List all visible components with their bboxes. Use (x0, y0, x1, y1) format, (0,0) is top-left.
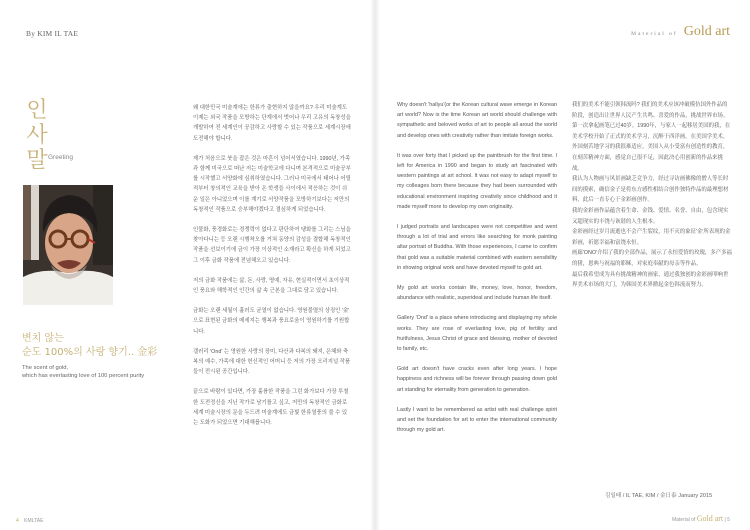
paragraph: 금화는 오랜 세월이 흘러도 균열이 없습니다. 영원불멸의 상징인 '金' 으로 표현된 금화의 메세지는 행복과 풍요로움이 영원하기를 기원합니다. (193, 308, 350, 335)
page-number: 5 (727, 517, 730, 523)
paragraph: It was over forty that I picked up the paintbrush for the first time. I left for America in 1990 and began to study art fascinated with western paintings at art school. It was not easy to adapt myself to my colleages born there because they had been surrounded with educational environment inspiring creativity since childhood and it made myself more to develop my own originality. (397, 152, 557, 210)
folio-title: Gold art (696, 514, 724, 523)
tagline-line: 변치 않는 (22, 333, 64, 344)
paragraph: 我的金彩画作品蕴含着生命、金钱、爱情、名誉、自由，包含现实又超现实的丰饶与诙谐的人生根本。 (572, 207, 729, 225)
magazine-header (631, 24, 730, 40)
paragraph: 제가 처음으로 붓을 잡은 것은 마흔이 넘어서였습니다. 1990년, 가족과 함께 미국으로 떠난 저는 미술학교에 다니며 본격적으로 미술공부를 시작했고 서양화에 심취하였습니다. 그러나 미국에서 태어나 어릴적부터 창의적인 교육을 받아 온 학생들 사이에서 적응하는 것이 쉬운 일은 아니었으며 이를 계기로 서양작품을 모방하기보다는 저만의 독창적인 작품으로 승부해야겠다고 결심하게 되었습니다. (193, 155, 351, 213)
folio-label: KMLTAE (24, 518, 44, 524)
byline: By KIM IL TAE (26, 29, 79, 38)
paragraph: 金彩画经过岁月流逝也不会产生裂纹，用不灭的象征'金'所表现的金彩画，祈愿幸福和富饶永恒。 (572, 229, 731, 246)
paragraph: 我认为人物画与风景画缺乏竞争力，经过寻访画佛像的僧人等长时间的摸索，确信金子是将东方感性相结合创作独特作品的最理想材料，此后一直专心于金彩画创作。 (572, 176, 729, 204)
paragraph: 저의 금화 작품에는 삶, 돈, 사랑, 명예, 자유, 현실적이면서 초이상적인 풍요와 해학적인 인간의 삶 속 근본을 그대로 담고 있습니다. (193, 277, 350, 295)
title-char: 사 (26, 123, 48, 148)
paragraph: Gold art doesn't have cracks even after long years. I hope happiness and richness will be forever through passing down gold art standing for eternality from generation to generation. (397, 366, 557, 393)
folio-separator: | (724, 517, 726, 523)
paragraph: 第一次拿起画笔已过40岁。1990年，与家人一起移居美国的我，在美术学校开始了正式的美术学习，沉醉于西洋画。在美国学美术，外国刻苦地学习的我很难适应，美国人从小受富有创造性的教育，在刻苦精神方面，感觉自己很不足，因此决心用创新的作品来挑战。 (572, 123, 731, 172)
page-number: 4 (16, 518, 19, 524)
header-small-text: Material of (631, 31, 678, 37)
author-signature: 김일태 / IL TAE, KIM / 金日泰 January 2015 (605, 493, 713, 499)
tagline-line: 순도 100%의 사랑 향기.. 金彩 (22, 347, 158, 358)
page-title-english: Greeting (48, 154, 73, 161)
paragraph: 왜 대한민국 미술계에는 한류가 출현하지 않을까요? 우리 미술계도 이제는 외국 작품을 모방하는 단계에서 벗어나 우리 고유의 독창성을 개발하여 전 세계인이 공감하고 사랑할 수 있는 작품으로 세계시장에 도전해야 합니다. (193, 105, 351, 142)
paragraph: 갤러리 'Ond' 는 영원한 사랑의 장미, 다산과 다복의 돼지, 은혜와 축복의 예수, 가족에 대한 헌신적인 어머니 등 저의 가장 오리지널 작품들이 전시된 공간입니다. (193, 348, 351, 376)
paragraph: 끝으로 바람이 있다면, 가장 훌륭한 작품을 그린 화가보다 가장 투철한 도전정신을 지닌 작가로 남기를고 싶고, 저만의 독창적인 금화로 세계 미술시장의 문을 두드려 미술계에도 금빛 한류열풍의 불 수 있는 도화가 되었으면 기대해봅니다. (193, 389, 349, 427)
title-char: 인 (26, 98, 48, 123)
paragraph: My gold art works contain life, money, love, honor, freedom, abundance with realistic, superideal and include human life itself. (397, 285, 557, 302)
title-char: 말 (26, 148, 48, 173)
paragraph: Lastly I want to be remembered as artist with real challenge spirit and set the foundation for art to enter the international community through my gold art. (397, 406, 557, 434)
folio-label: Material of (671, 517, 696, 523)
paragraph: 我们的美术不能引领韩流吗? 我们的美术应该冲破模仿国外作品的阶段，创造出让世界人民产生共鸣、喜爱的作品，挑战世界市场。 (572, 102, 729, 119)
tagline-line: The scent of gold, (22, 365, 69, 371)
paragraph: Gallery 'Ond' is a place where introducing and displaying my whole works. They are rose of everlasting love, pig of fertility and fruitfulness, Jesus Christ of grace and blessing, mother of devoted to family, etc. (397, 315, 557, 353)
page-folio-right (672, 514, 730, 523)
paragraph: 最后我希望成为具有挑战精神的画家，通过我独创的金彩画叩响世界美术市场的大门，为韩国美术界掀起金色韩流而努力。 (572, 271, 729, 289)
paragraph: I judged portraits and landscapes were not competitive and went through a lot of trial and errors like searching for monk painting altar portrait of Buddha. With those experiences, I came to confirm that gold was a suitable material combined with eastern sensibility in showing original work and have devoted myself to gold art. (397, 224, 557, 271)
paragraph: 인물화, 풍경화로는 경쟁력이 없다고 판단하여 탱화를 그리는 스님을 찾아다니는 등 오랜 시행착오를 거쳐 동양의 감성을 결합해 독창적인 작품을 선보이기에 금이 가장 이상적인 소재라고 확신을 하게 되었고 그 이후 금화 작품에 전념해오고 있습니다. (193, 227, 351, 264)
english-body-text (397, 100, 557, 445)
paragraph: Why doesn't 'hallyu'(or the Korean cultural wave emerge in Korean art world? Now is the time Korean art world should challenge with sympathetic and beloved works of art to people all aroud the world and develop ones with creativity rather than imitate foreign works. (397, 102, 557, 139)
tagline-line: which has everlasting love of 100 percent purity (22, 373, 145, 379)
chinese-body-text (572, 100, 732, 291)
header-title: Gold art (683, 24, 730, 39)
paragraph: 画廊'ONO'介绍了我的全部作品，展示了永恒爱情的玫瑰，多产多福的猪，恩典与祝福的耶稣，对家庭奉献的母亲等作品。 (572, 250, 732, 267)
